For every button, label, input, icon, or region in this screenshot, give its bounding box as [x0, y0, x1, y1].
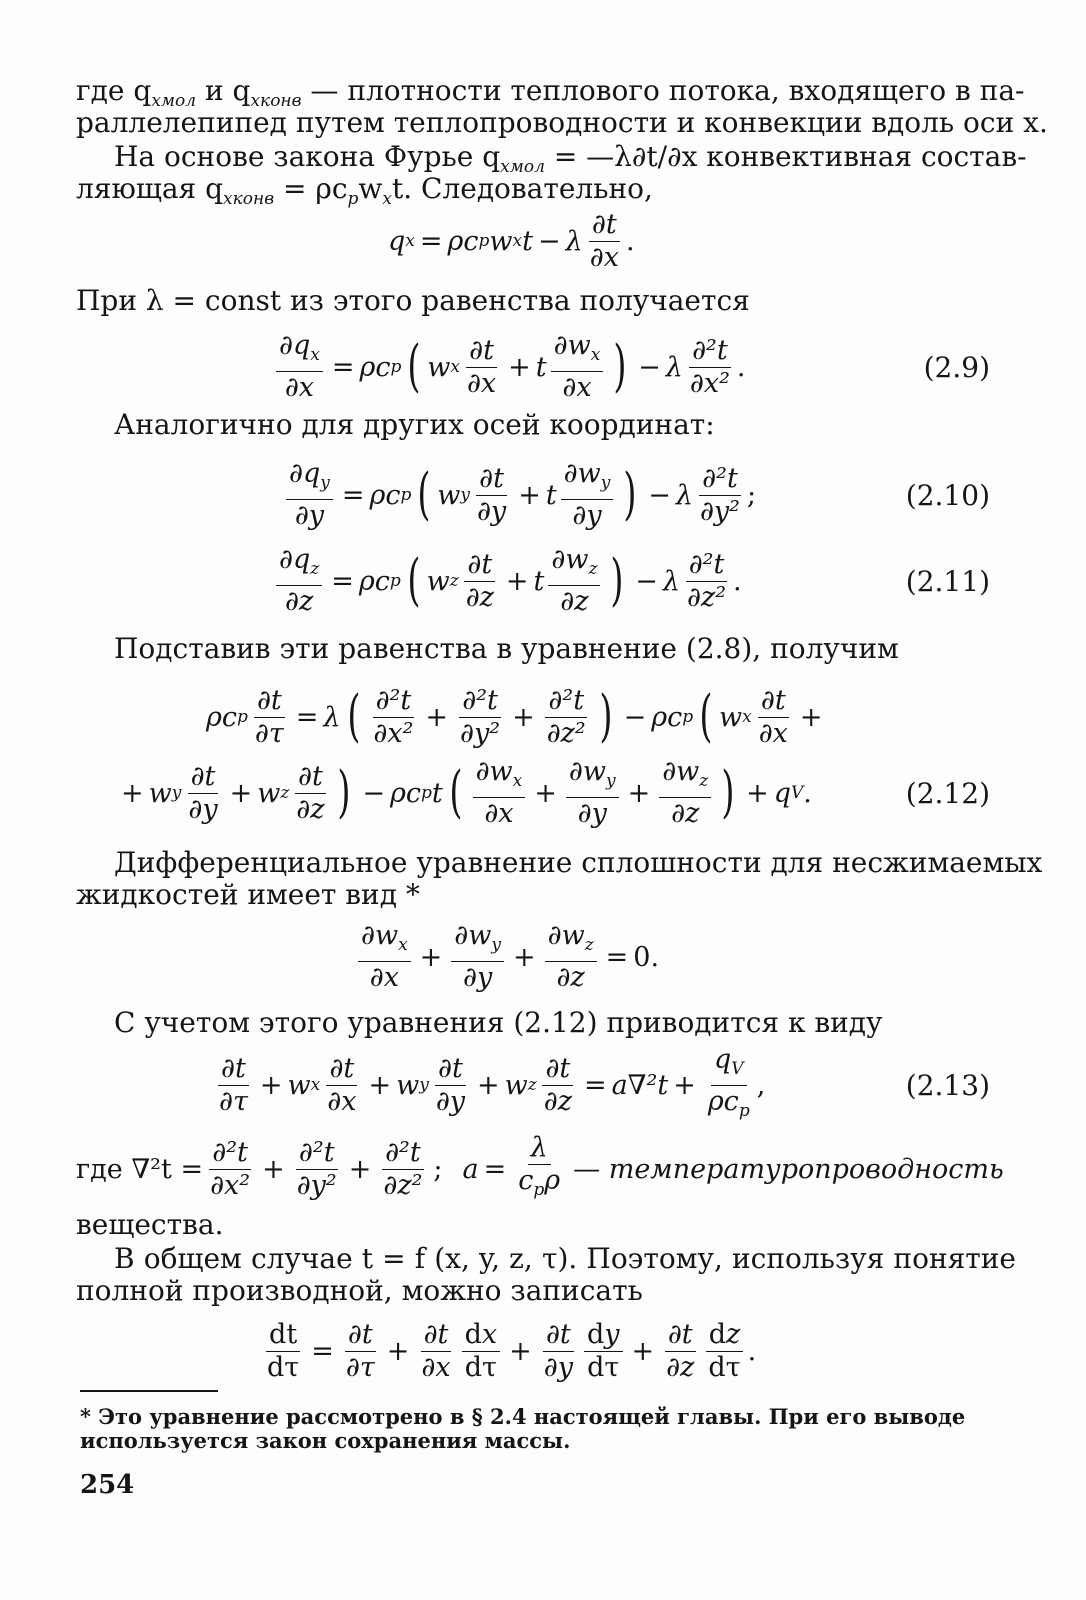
equation-number: (2.12): [905, 776, 990, 810]
equation-laplacian-definition: где ∇²t = $\frac{\text{∂²t}}{\text{∂x²}}$ + $\frac{\text{∂²t}}{\text{∂y²}}$ + $\frac{\text{∂²t}}{\text{∂z²}}$ ; a = λ $c_p\rho$ — температуропроводность: [76, 1132, 1004, 1201]
text-line: В общем случае t = f (x, y, z, τ). Поэтому, используя понятие: [114, 1242, 1016, 1275]
text-line: С учетом этого уравнения (2.12) приводится к виду: [114, 1006, 883, 1039]
text-line: Аналогично для других осей координат:: [114, 408, 715, 441]
equation-continuity: $\partial w_x$ ∂x + $\frac{\partial w_y}{\partial y}$ + $\frac{\partial w_z}{\partial z}$ = 0.: [0, 912, 1086, 1002]
text-line: На основе закона Фурье $q_{xмол}$ = —λ∂t/∂x конвективная состав-: [114, 140, 1027, 177]
equation-2-10: $\frac{\partial q_y}{\partial y}$ = ρc p ( w y ∂t ∂y + t $\frac{\partial w_y}{\partial y}$ ) − λ $\frac{\text{∂²t}}{\text{∂y²}}$ ; (2.10): [0, 450, 1086, 540]
text-line: вещества.: [76, 1208, 224, 1241]
text-line: Дифференциальное уравнение сплошности для несжимаемых: [114, 846, 1043, 879]
equation-number: (2.13): [905, 1068, 990, 1102]
equation-2-12-part1: ρc p $\frac{\partial t}{\partial\tau}$ = λ ( ∂²t ∂x² + $\frac{\text{∂²t}}{\text{∂y²}}$ + $\frac{\text{∂²t}}{\text{∂z²}}$ ) − ρc p ( w x ∂t ∂x +: [206, 684, 823, 749]
text-line: При λ = const из этого равенства получается: [76, 284, 750, 317]
text-line: раллелепипед путем теплопроводности и конвекции вдоль оси x.: [76, 106, 1048, 139]
page-number: 254: [80, 1470, 135, 1500]
footnote-separator: [80, 1390, 218, 1392]
text-line: полной производной, можно записать: [76, 1274, 643, 1307]
text-line: жидкостей имеет вид *: [76, 878, 420, 911]
footnote-line: * Это уравнение рассмотрено в § 2.4 настоящей главы. При его выводе: [80, 1404, 966, 1429]
equation-2-11: $\frac{\partial q_z}{\partial z}$ = ρc p ( w z ∂t ∂z + t $\frac{\partial w_z}{\partial z}$ ) − λ $\frac{\text{∂²t}}{\text{∂z²}}$ . (2.11): [0, 536, 1086, 626]
footnote-line: используется закон сохранения массы.: [80, 1428, 571, 1453]
equation-2-9: $\frac{\partial q_x}{\partial x}$ = ρc p ( w x ∂t ∂x + t $\frac{\partial w_x}{\partial x}$ ) − λ $\frac{\text{∂²t}}{\text{∂x²}}$ . (2.9): [0, 322, 1086, 412]
equation-number: (2.9): [923, 350, 990, 384]
text-line: ляющая $q_{xконв} = \rho c_pw_xt$. Следовательно,: [76, 172, 653, 209]
equation-number: (2.10): [905, 478, 990, 512]
equation-2-12-part2: + w y ∂t ∂y + w z ∂t ∂z ) − ρc p t ( $\partial w_x$ ∂x + $\frac{\partial w_y}{\partial y}$ + $\frac{\partial w_z}{\partial z}$ ) + q V . (2.12): [0, 748, 1086, 838]
equation-number: (2.11): [905, 564, 990, 598]
equation-2-13: ∂t ∂τ + w x ∂t ∂x + w y ∂t ∂y + w z $\frac{\partial t}{\partial z}$ = a∇²t + $q_V$ $\rho c_p$ , (2.13): [0, 1040, 1086, 1130]
text-line: где $q_{xмол}$ и $q_{xконв}$ — плотности теплового потока, входящего в па-: [76, 74, 1025, 111]
text-line: Подставив эти равенства в уравнение (2.8), получим: [114, 632, 899, 665]
equation-total-derivative: $\frac{dt}{d\tau}$ = $\frac{\partial t}{\partial\tau}$ + $\frac{\partial t}{\partial x}$ dx dτ + $\frac{\partial t}{\partial y}$ dy dτ + $\frac{\partial t}{\partial z}$ dz dτ .: [267, 1318, 757, 1383]
equation-qx: q x = ρc p w x t − λ $\frac{\partial t}{\partial x}$ .: [388, 208, 635, 273]
